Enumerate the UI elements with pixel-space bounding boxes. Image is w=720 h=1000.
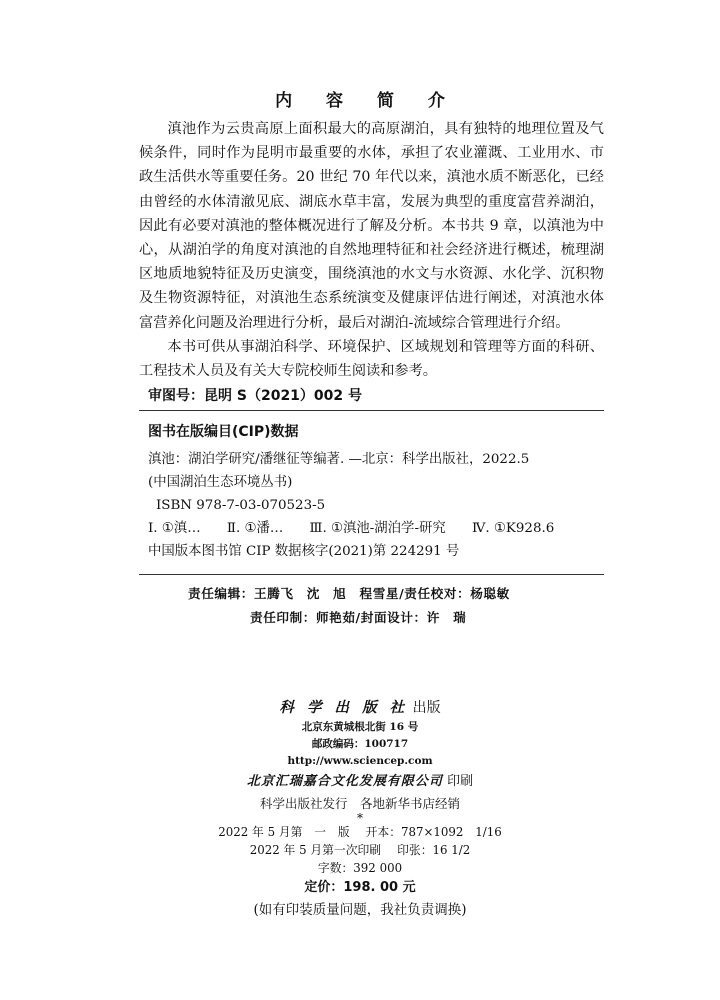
printer-line bbox=[0, 770, 720, 794]
publisher-url: http://www.sciencep.com bbox=[287, 755, 433, 767]
page-title: 内 容 简 介 bbox=[275, 91, 459, 111]
divider-top bbox=[139, 410, 604, 411]
publisher-address: 北京东黄城根北街 16 号 bbox=[301, 721, 419, 733]
cip-class-4: Ⅳ. ①K928.6 bbox=[472, 521, 555, 536]
printer-suffix: 印刷 bbox=[447, 774, 474, 789]
map-review-number: 审图号：昆明 S（2021）002 号 bbox=[148, 388, 363, 404]
cip-class-2: Ⅱ. ①潘… bbox=[226, 521, 284, 536]
summary-paragraph-2: 本书可供从事湖泊科学、环境保护、区域规划和管理等方面的科研、工程技术人员及有关大专院校师生阅读和参考。 bbox=[139, 338, 604, 380]
edition-line-1 bbox=[0, 823, 720, 841]
cip-block bbox=[148, 448, 598, 563]
credits-block bbox=[180, 582, 560, 630]
sheet-count: 印张：16 1/2 bbox=[397, 843, 471, 857]
divider-bottom bbox=[139, 574, 604, 575]
distribution-line: 科学出版社发行 各地新华书店经销 bbox=[259, 796, 460, 811]
cip-line-1: 滇池：湖泊学研究/潘继征等编著. —北京：科学出版社，2022.5 bbox=[148, 452, 530, 467]
publisher-postcode: 邮政编码：100717 bbox=[311, 738, 409, 750]
summary-text bbox=[139, 117, 604, 383]
credits-editors: 责任编辑：王腾飞 沈 旭 程雪星/责任校对：杨聪敏 bbox=[188, 586, 510, 601]
cip-core-number: 中国版本图书馆 CIP 数据核字(2021)第 224291 号 bbox=[148, 544, 460, 559]
cip-line-2: (中国湖泊生态环境丛书) bbox=[148, 475, 293, 490]
separator-star: * bbox=[357, 811, 363, 825]
quality-note: (如有印装质量问题，我社负责调换) bbox=[253, 902, 467, 918]
imprint-block bbox=[0, 697, 720, 921]
format-size: 开本：787×1092 1/16 bbox=[365, 825, 502, 839]
printing-date: 2022 年 5 月第一次印刷 bbox=[249, 843, 382, 857]
cip-class-3: Ⅲ. ①滇池-湖泊学-研究 bbox=[309, 521, 446, 536]
cip-isbn: ISBN 978-7-03-070523-5 bbox=[156, 498, 326, 513]
cip-class-1: Ⅰ. ①滇… bbox=[148, 521, 201, 536]
edition-date: 2022 年 5 月第 一 版 bbox=[218, 825, 350, 839]
cip-classification bbox=[148, 517, 598, 540]
printer-name: 北京汇瑞嘉合文化发展有限公司 bbox=[246, 774, 443, 789]
edition-line-2 bbox=[0, 841, 720, 859]
summary-paragraph-1: 滇池作为云贵高原上面积最大的高原湖泊，具有独特的地理位置及气候条件，同时作为昆明市最重要的水体，承担了农业灌溉、工业用水、市政生活供水等重要任务。20 世纪 70 年代以来，滇池水质不断恶化，已经由曾经的水体清澈见底、湖底水草丰富，发展为典型的重度富营养湖泊，因此有必要对滇池的整体概况进行了解及分析。本书共 9 章，以滇池为中心，从湖泊学的角度对滇池的自然地理特征和社会经济进行概述，梳理湖区地质地貌特征及历史演变，围绕滇池的水文与水资源、水化学、沉积物及生物资源特征，对滇池生态系统演变及健康评估进行阐述，对滇池水体富营养化问题及治理进行分析，最后对湖泊-流域综合管理进行介绍。 bbox=[139, 121, 604, 331]
publisher-name: 科 学 出 版 社 bbox=[279, 699, 409, 716]
price: 定价：198. 00 元 bbox=[304, 880, 416, 895]
credits-printing: 责任印制：师艳茹/封面设计：许 瑞 bbox=[250, 610, 467, 625]
word-count: 字数：392 000 bbox=[317, 861, 403, 875]
cip-title: 图书在版编目(CIP)数据 bbox=[148, 424, 299, 440]
publisher-line bbox=[0, 697, 720, 719]
publisher-suffix: 出版 bbox=[412, 700, 441, 716]
